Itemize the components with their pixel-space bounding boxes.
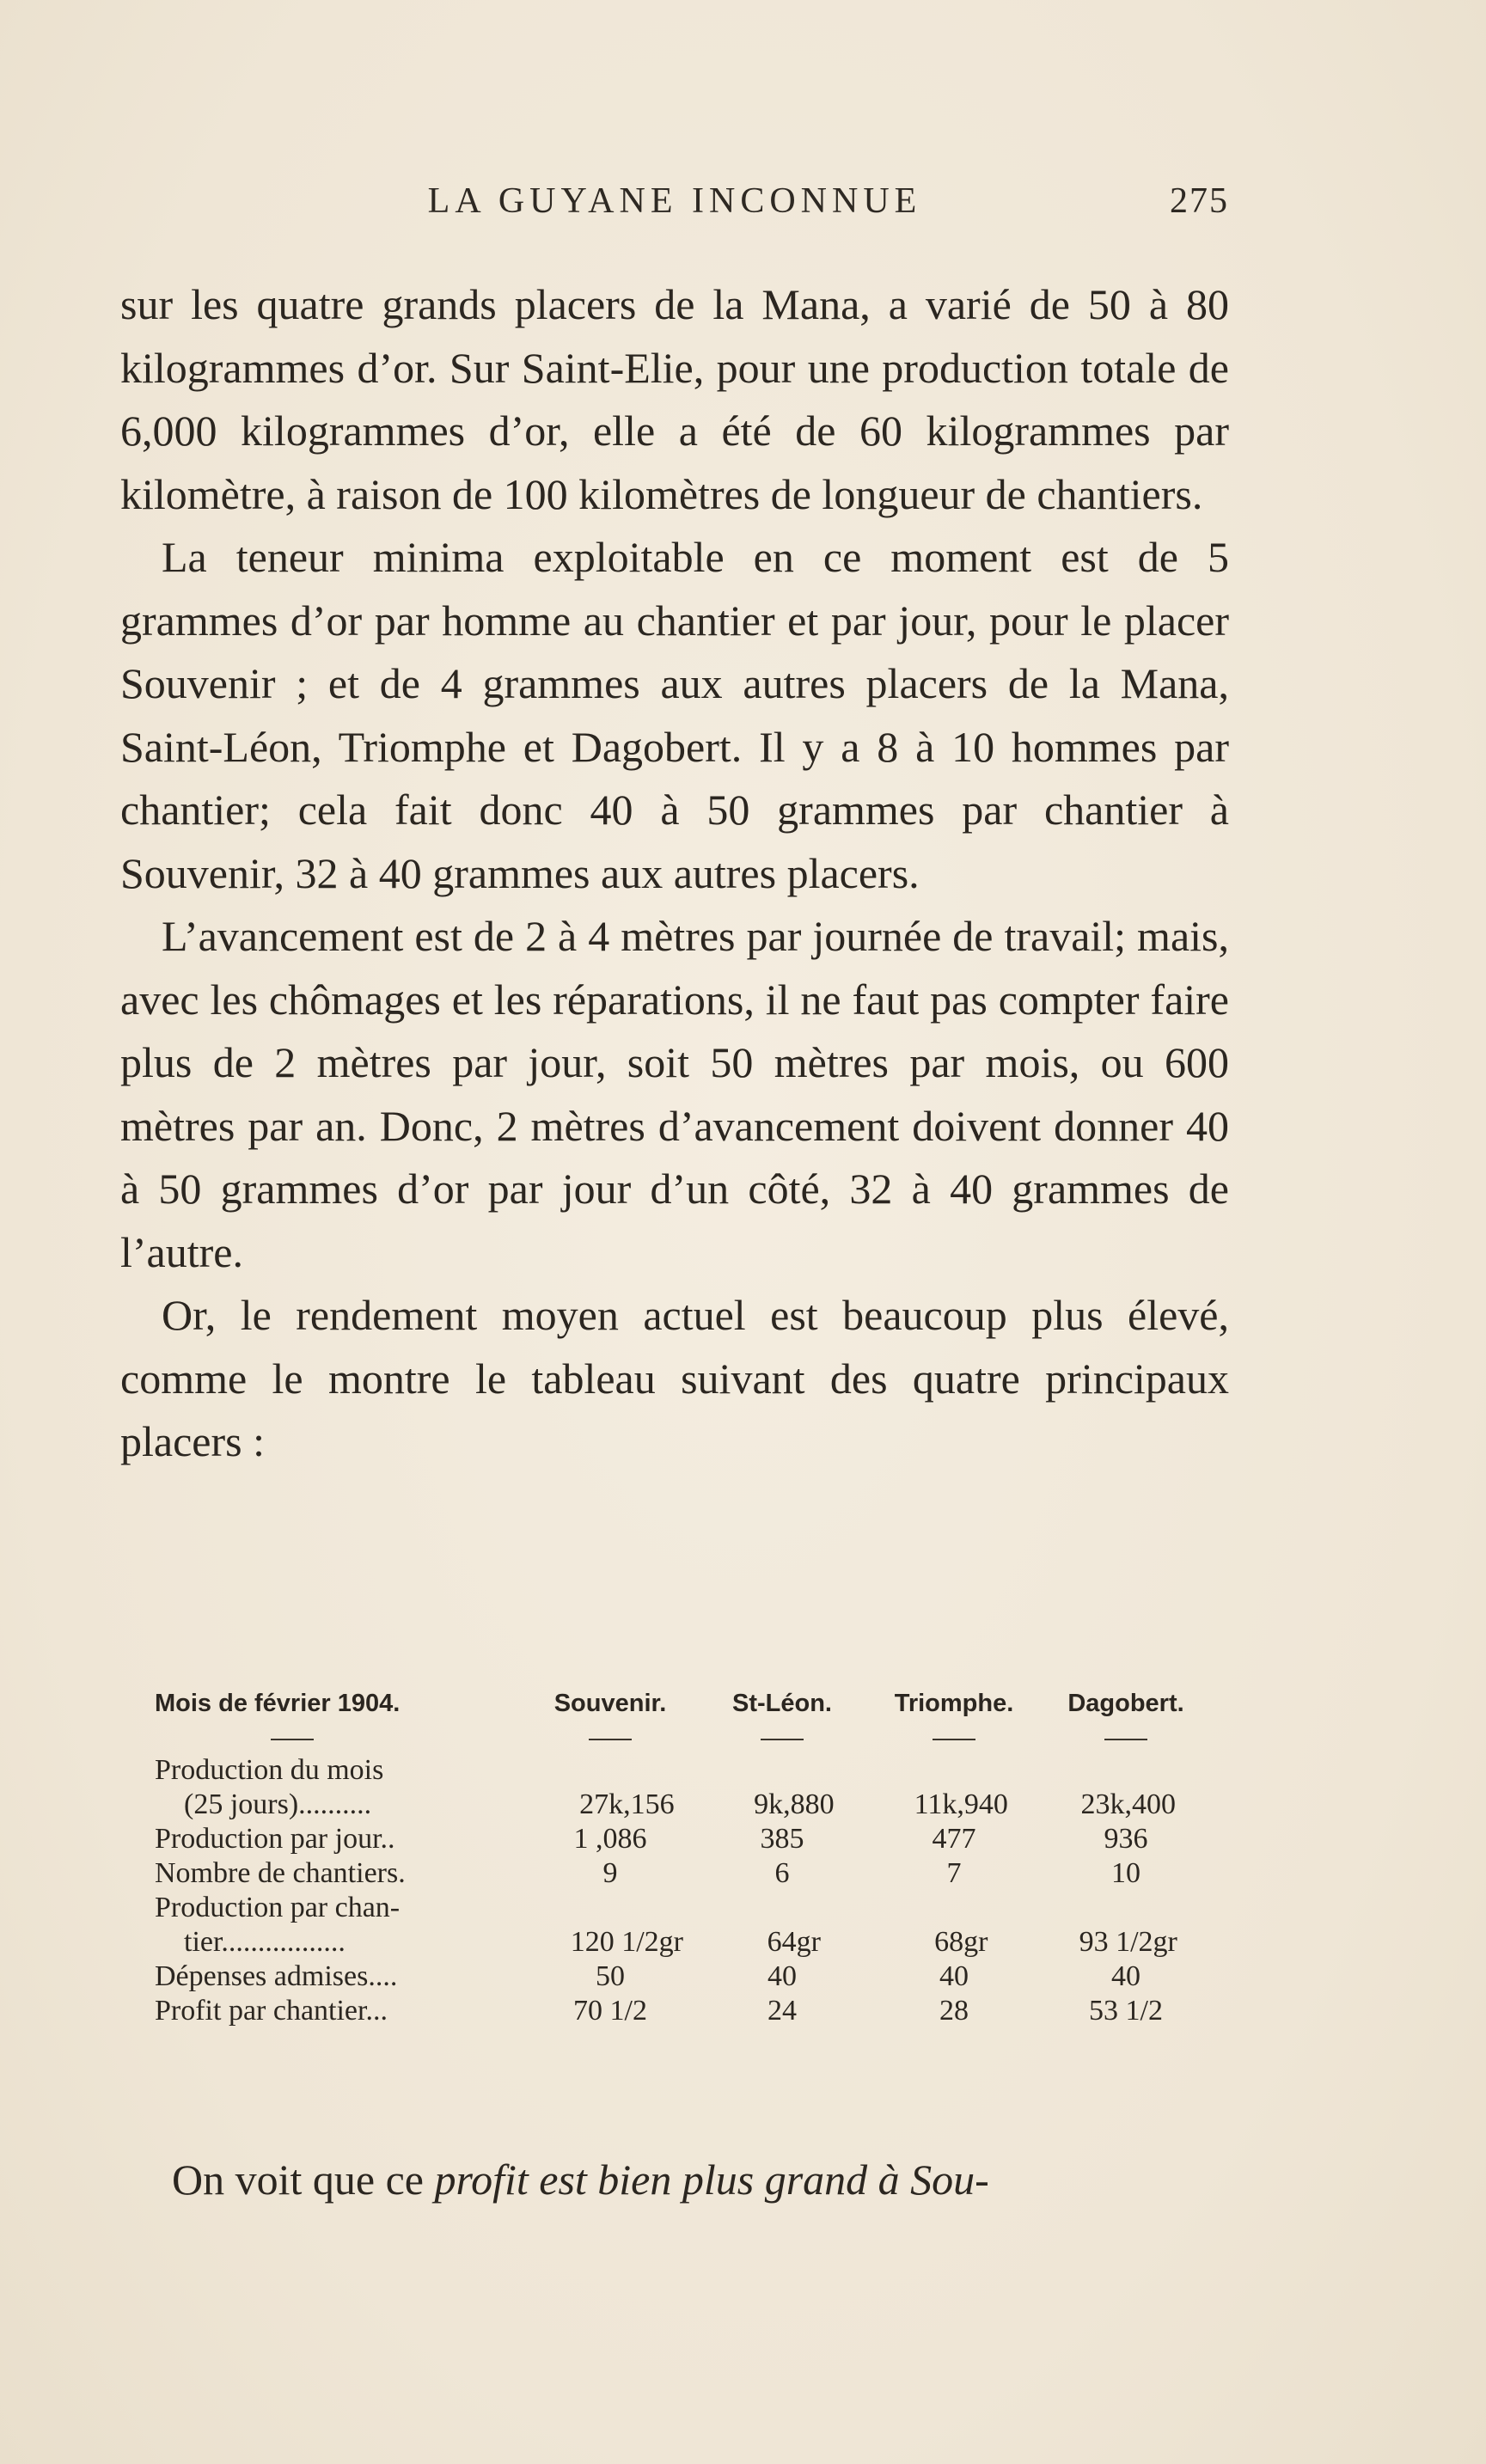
cell-souvenir: 70 1/2: [573, 1995, 647, 2027]
col-header-st-leon: St-Léon.: [732, 1690, 832, 1717]
table-rule-row: [155, 1722, 1212, 1753]
cell-triomphe: 28: [939, 1995, 969, 2027]
cell-souvenir: 120 1/2gr: [570, 1926, 683, 1958]
cell-dagobert: 10: [1111, 1857, 1140, 1889]
cell-souvenir: 50: [596, 1960, 625, 1992]
cell-souvenir: 9: [602, 1857, 618, 1889]
cell-dagobert: 93 1/2gr: [1079, 1926, 1177, 1958]
row-label: Dépenses admises....: [155, 1960, 398, 1992]
paragraph-4: Or, le rendement moyen actuel est beaucoup plus élevé, comme le montre le tableau suivant des quatre principaux placers :: [120, 1291, 1229, 1465]
page-number: 275: [1170, 181, 1229, 221]
cell-st-leon: 40: [767, 1960, 797, 1992]
paragraph-2: La teneur minima exploitable en ce moment est de 5 grammes d’or par homme au chantier et par jour, pour le placer Souvenir ; et de 4 grammes aux autres placers de la Mana, Saint-Léon, Triomphe et Dagobert. Il y a 8 à 10 hommes par chantier; cela fait donc 40 à 50 grammes par chantier à Souvenir, 32 à 40 grammes aux autres placers.: [120, 533, 1229, 897]
cell-triomphe: 68gr: [934, 1926, 988, 1958]
cell-triomphe: 11k,940: [914, 1788, 1008, 1820]
table-row: [155, 1753, 1212, 1788]
cell-st-leon: 385: [760, 1823, 804, 1855]
closing-italic: profit est bien plus grand à Sou-: [434, 2155, 989, 2204]
table-row: [155, 1994, 1212, 2028]
table-row: [155, 1822, 1212, 1856]
rule-cell: [1040, 1722, 1212, 1753]
cell-dagobert: 53 1/2: [1089, 1995, 1163, 2027]
cell-triomphe: 477: [932, 1823, 976, 1855]
closing-line: [172, 2149, 1229, 2212]
cell-st-leon: 24: [767, 1995, 797, 2027]
cell-triomphe: 40: [939, 1960, 969, 1992]
table-row: [155, 1856, 1212, 1891]
cell-st-leon: 9k,880: [754, 1788, 835, 1820]
table-row: [155, 1960, 1212, 1994]
rule-dash: [589, 1739, 632, 1740]
cell-dagobert: 936: [1104, 1823, 1148, 1855]
closing-plain: On voit que ce: [172, 2155, 435, 2204]
row-label: (25 jours)..........: [184, 1788, 372, 1820]
cell-triomphe: 7: [946, 1857, 962, 1889]
row-label: Production du mois: [155, 1754, 384, 1786]
cell-souvenir: 1 ,086: [573, 1823, 647, 1855]
cell-dagobert: 23k,400: [1080, 1788, 1176, 1820]
rule-dash: [1104, 1739, 1147, 1740]
rule-cell: [868, 1722, 1040, 1753]
table-row: [155, 1925, 1212, 1960]
row-label: Profit par chantier...: [155, 1995, 388, 2027]
table-header-label: Mois de février 1904.: [155, 1690, 401, 1717]
row-label: Nombre de chantiers.: [155, 1857, 406, 1889]
cell-st-leon: 6: [774, 1857, 790, 1889]
row-label: Production par jour..: [155, 1823, 395, 1855]
rule-dash: [271, 1739, 314, 1740]
cell-dagobert: 40: [1111, 1960, 1140, 1992]
table-header-row: [155, 1684, 1212, 1722]
row-label: tier.................: [184, 1926, 346, 1958]
rule-dash: [761, 1739, 804, 1740]
col-header-souvenir: Souvenir.: [553, 1690, 667, 1717]
col-header-dagobert: Dagobert.: [1067, 1690, 1184, 1717]
body-text: [120, 273, 1229, 1474]
table-body: [155, 1753, 1212, 2028]
rule-cell: [524, 1722, 696, 1753]
cell-st-leon: 64gr: [767, 1926, 821, 1958]
col-header-triomphe: Triomphe.: [894, 1690, 1014, 1717]
row-label: Production par chan-: [155, 1892, 401, 1923]
rule-cell: [155, 1722, 524, 1753]
rule-cell: [696, 1722, 868, 1753]
table-row: [155, 1891, 1212, 1925]
paragraph-1: sur les quatre grands placers de la Mana, a varié de 50 à 80 kilogrammes d’or. Sur Saint-Elie, pour une production totale de 6,000 kilogrammes d’or, elle a été de 60 kilogrammes par kilomètre, à raison de 100 kilomètres de longueur de chantiers.: [120, 280, 1229, 518]
page-header: [120, 180, 1229, 232]
rule-dash: [933, 1739, 975, 1740]
production-table: [155, 1684, 1212, 2028]
table-row: [155, 1788, 1212, 1822]
cell-souvenir: 27k,156: [579, 1788, 675, 1820]
running-title: LA GUYANE INCONNUE: [427, 181, 922, 221]
paragraph-3: L’avancement est de 2 à 4 mètres par journée de travail; mais, avec les chômages et les réparations, il ne faut pas compter faire plus de 2 mètres par jour, soit 50 mètres par mois, ou 600 mètres par an. Donc, 2 mètres d’avancement doivent donner 40 à 50 grammes d’or par jour d’un côté, 32 à 40 grammes de l’autre.: [120, 912, 1229, 1276]
